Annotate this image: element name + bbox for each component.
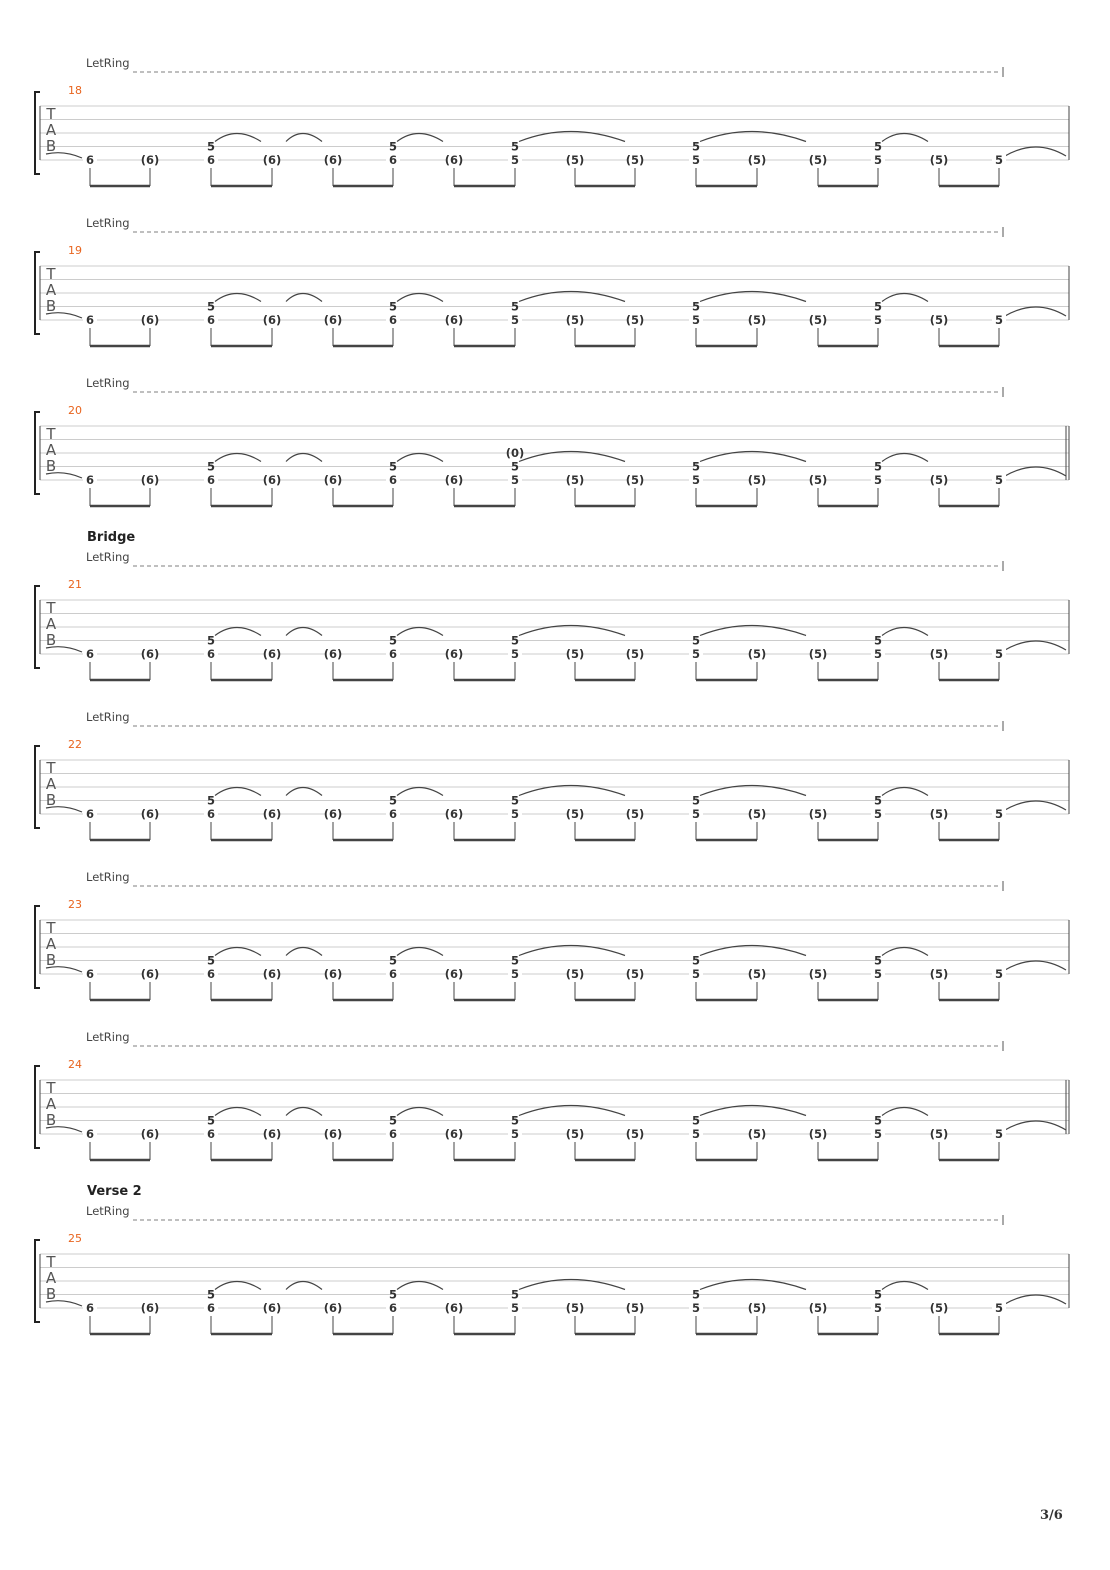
tab-clef-letter: T — [46, 1079, 56, 1097]
fret-number: (6) — [444, 807, 464, 821]
fret-number: (5) — [565, 153, 585, 167]
fret-number: 5 — [691, 1301, 701, 1315]
tie-arc — [215, 628, 261, 636]
fret-number: (6) — [444, 473, 464, 487]
fret-number-upper: 5 — [510, 139, 520, 154]
fret-number-upper: 5 — [873, 1287, 883, 1302]
fret-number: 6 — [85, 473, 95, 487]
tie-arc — [397, 628, 443, 636]
system-bracket — [35, 1240, 40, 1322]
tie-arc — [286, 294, 322, 302]
fret-number-upper: 5 — [873, 633, 883, 648]
fret-number: 5 — [873, 313, 883, 327]
fret-number-upper: 5 — [510, 459, 520, 474]
fret-number-upper: 5 — [873, 299, 883, 314]
fret-number: 5 — [873, 647, 883, 661]
tie-arc — [882, 1108, 928, 1116]
fret-number: 6 — [85, 153, 95, 167]
tie-arc — [286, 948, 322, 956]
let-ring-label: LetRing — [86, 376, 130, 390]
fret-number-upper: 5 — [206, 633, 216, 648]
fret-number: 6 — [388, 807, 398, 821]
measure-number: 22 — [68, 738, 82, 751]
fret-number: (5) — [747, 153, 767, 167]
tab-clef-letter: T — [46, 599, 56, 617]
fret-number: 5 — [691, 473, 701, 487]
fret-number: (5) — [625, 967, 645, 981]
fret-number: (5) — [929, 1127, 949, 1141]
fret-number: 5 — [994, 807, 1004, 821]
fret-number: 5 — [510, 1301, 520, 1315]
fret-number: (6) — [262, 473, 282, 487]
let-ring-label: LetRing — [86, 216, 130, 230]
tie-arc — [882, 948, 928, 956]
tie-arc — [882, 788, 928, 796]
fret-number: (6) — [323, 1301, 343, 1315]
measure-number: 21 — [68, 578, 82, 591]
fret-number-upper: 5 — [691, 139, 701, 154]
fret-number: 6 — [388, 473, 398, 487]
tie-arc — [286, 788, 322, 796]
fret-number-upper: 5 — [691, 299, 701, 314]
fret-number: (6) — [262, 153, 282, 167]
fret-number: (6) — [444, 1301, 464, 1315]
fret-number: (6) — [140, 1301, 160, 1315]
tab-system — [35, 56, 1069, 186]
fret-number: (6) — [444, 313, 464, 327]
tie-arc — [286, 454, 322, 462]
tie-out — [1005, 641, 1066, 650]
tie-out — [1005, 961, 1066, 970]
fret-number: 5 — [873, 967, 883, 981]
fret-number: (5) — [929, 807, 949, 821]
fret-number: 5 — [873, 153, 883, 167]
tab-system — [35, 216, 1069, 346]
fret-number: 5 — [510, 967, 520, 981]
fret-number: 6 — [85, 967, 95, 981]
tie-arc — [397, 454, 443, 462]
tie-in — [46, 967, 82, 972]
fret-number: 5 — [994, 1127, 1004, 1141]
fret-number: (6) — [140, 1127, 160, 1141]
fret-number: 5 — [994, 967, 1004, 981]
fret-number: 5 — [994, 313, 1004, 327]
system-bracket — [35, 906, 40, 988]
tie-out — [1005, 801, 1066, 810]
tie-in — [46, 647, 82, 652]
tie-arc — [215, 788, 261, 796]
fret-number: (5) — [747, 1301, 767, 1315]
fret-number: (5) — [808, 313, 828, 327]
fret-number: 5 — [510, 647, 520, 661]
fret-number-upper: 5 — [388, 633, 398, 648]
fret-number: (6) — [444, 1127, 464, 1141]
fret-number: 5 — [510, 153, 520, 167]
fret-number-upper: 5 — [510, 633, 520, 648]
fret-number-upper: 5 — [691, 1287, 701, 1302]
system-bracket — [35, 746, 40, 828]
fret-number: 6 — [388, 647, 398, 661]
tab-clef-letter: T — [46, 919, 56, 937]
tab-clef-letter: B — [45, 951, 57, 969]
tab-clef-letter: B — [45, 631, 57, 649]
tie-arc — [397, 948, 443, 956]
fret-number-upper: 5 — [691, 1113, 701, 1128]
fret-number: (5) — [565, 807, 585, 821]
fret-number: 5 — [994, 647, 1004, 661]
fret-number: (5) — [929, 473, 949, 487]
tie-arc — [397, 1108, 443, 1116]
fret-number: (6) — [262, 313, 282, 327]
tie-arc — [882, 628, 928, 636]
measure-number: 25 — [68, 1232, 82, 1245]
fret-number: (5) — [747, 967, 767, 981]
fret-number: (5) — [625, 313, 645, 327]
fret-number-upper: 5 — [510, 793, 520, 808]
let-ring-label: LetRing — [86, 56, 130, 70]
fret-number: (6) — [323, 153, 343, 167]
tab-system — [35, 1030, 1069, 1160]
tie-out — [1005, 1121, 1066, 1130]
fret-number: (5) — [565, 967, 585, 981]
fret-number: (6) — [140, 313, 160, 327]
fret-number: (5) — [929, 1301, 949, 1315]
fret-number: (5) — [747, 647, 767, 661]
fret-number: (5) — [808, 1127, 828, 1141]
fret-number: (5) — [808, 473, 828, 487]
fret-number: (6) — [140, 153, 160, 167]
fret-number: 6 — [388, 1127, 398, 1141]
fret-number-upper: 5 — [206, 1287, 216, 1302]
fret-number: 5 — [994, 1301, 1004, 1315]
fret-number: 5 — [691, 313, 701, 327]
fret-number: 6 — [206, 1127, 216, 1141]
fret-number: 5 — [691, 153, 701, 167]
tie-arc — [286, 1282, 322, 1290]
measure-number: 18 — [68, 84, 82, 97]
tie-arc — [215, 1108, 261, 1116]
tab-clef-letter: T — [46, 265, 56, 283]
tab-system — [35, 710, 1069, 840]
fret-number: (6) — [323, 1127, 343, 1141]
fret-number: (5) — [929, 967, 949, 981]
fret-number: (5) — [565, 1301, 585, 1315]
fret-number: (5) — [565, 473, 585, 487]
tie-arc — [882, 454, 928, 462]
fret-number: (5) — [625, 1301, 645, 1315]
fret-number: (5) — [808, 153, 828, 167]
fret-number: (5) — [808, 1301, 828, 1315]
tie-in — [46, 1301, 82, 1306]
fret-number: 5 — [510, 313, 520, 327]
let-ring-label: LetRing — [86, 1030, 130, 1044]
fret-number: (5) — [747, 313, 767, 327]
fret-number: (5) — [747, 473, 767, 487]
fret-number-upper: 5 — [691, 459, 701, 474]
fret-number: 5 — [873, 1301, 883, 1315]
fret-number: 5 — [994, 473, 1004, 487]
fret-number: 5 — [510, 1127, 520, 1141]
fret-number: 5 — [691, 807, 701, 821]
tie-arc — [397, 1282, 443, 1290]
fret-number: (6) — [262, 647, 282, 661]
fret-number: 5 — [510, 473, 520, 487]
fret-number: (5) — [929, 313, 949, 327]
tab-clef-letter: A — [45, 615, 57, 633]
fret-number: (6) — [140, 807, 160, 821]
fret-number: 5 — [510, 807, 520, 821]
tab-clef-letter: A — [45, 281, 57, 299]
tie-in — [46, 313, 82, 318]
fret-number: (6) — [323, 473, 343, 487]
tie-in — [46, 1127, 82, 1132]
fret-number-upper: 5 — [873, 1113, 883, 1128]
tie-out — [1005, 1295, 1066, 1304]
fret-number: (5) — [625, 153, 645, 167]
tie-in — [46, 153, 82, 158]
fret-number: (5) — [747, 807, 767, 821]
system-bracket — [35, 586, 40, 668]
fret-number: (5) — [808, 647, 828, 661]
fret-number-upper: 5 — [206, 953, 216, 968]
tab-clef-letter: T — [46, 105, 56, 123]
fret-number-upper: 5 — [691, 793, 701, 808]
fret-number: (6) — [262, 967, 282, 981]
tab-clef-letter: A — [45, 441, 57, 459]
fret-number-upper: 5 — [510, 299, 520, 314]
fret-number: (6) — [140, 647, 160, 661]
page-number: 3/6 — [1040, 1508, 1063, 1523]
fret-number: (6) — [444, 967, 464, 981]
tab-clef-letter: B — [45, 791, 57, 809]
fret-number: (6) — [323, 313, 343, 327]
fret-number: 6 — [206, 153, 216, 167]
tie-out — [1005, 307, 1066, 316]
system-bracket — [35, 412, 40, 494]
fret-number-upper: 5 — [388, 1287, 398, 1302]
fret-number-upper: 5 — [510, 1287, 520, 1302]
tab-clef-letter: T — [46, 759, 56, 777]
fret-number: 5 — [691, 967, 701, 981]
fret-number: 5 — [873, 1127, 883, 1141]
tab-clef-letter: B — [45, 137, 57, 155]
tab-clef-letter: B — [45, 297, 57, 315]
fret-number: (5) — [565, 1127, 585, 1141]
let-ring-label: LetRing — [86, 870, 130, 884]
fret-number: (5) — [625, 647, 645, 661]
tie-arc — [215, 454, 261, 462]
fret-number: (6) — [323, 807, 343, 821]
fret-number: 6 — [206, 313, 216, 327]
fret-number-upper: 5 — [691, 633, 701, 648]
tab-clef-letter: A — [45, 121, 57, 139]
fret-number: 6 — [206, 647, 216, 661]
fret-number: (6) — [262, 807, 282, 821]
fret-number: 6 — [85, 1301, 95, 1315]
let-ring-label: LetRing — [86, 1204, 130, 1218]
fret-number: 6 — [206, 807, 216, 821]
fret-number: (5) — [929, 153, 949, 167]
tab-clef-letter: A — [45, 775, 57, 793]
fret-number: (6) — [140, 967, 160, 981]
tab-system — [35, 376, 1069, 506]
tie-out — [1005, 147, 1066, 156]
fret-number: (5) — [565, 647, 585, 661]
fret-number: 6 — [388, 967, 398, 981]
tie-arc — [215, 134, 261, 142]
fret-number: 5 — [691, 647, 701, 661]
tab-clef-letter: T — [46, 1253, 56, 1271]
tab-clef-letter: B — [45, 1285, 57, 1303]
fret-number-upper: 5 — [388, 953, 398, 968]
let-ring-label: LetRing — [86, 710, 130, 724]
tie-arc — [397, 294, 443, 302]
fret-number-upper: 5 — [206, 299, 216, 314]
system-bracket — [35, 1066, 40, 1148]
tab-clef-letter: B — [45, 1111, 57, 1129]
fret-number: (5) — [808, 967, 828, 981]
fret-number: (6) — [262, 1301, 282, 1315]
measure-number: 20 — [68, 404, 82, 417]
fret-number: (5) — [565, 313, 585, 327]
measure-number: 24 — [68, 1058, 82, 1071]
fret-number-upper: 5 — [510, 953, 520, 968]
tab-system — [35, 1184, 1069, 1334]
fret-number: 6 — [206, 1301, 216, 1315]
tie-arc — [215, 294, 261, 302]
tab-clef-letter: A — [45, 1095, 57, 1113]
fret-number-upper: 5 — [388, 299, 398, 314]
fret-number: 6 — [388, 1301, 398, 1315]
tie-out — [1005, 467, 1066, 476]
fret-number: (6) — [262, 1127, 282, 1141]
tie-arc — [397, 134, 443, 142]
tie-arc — [215, 948, 261, 956]
tie-in — [46, 807, 82, 812]
tie-arc — [882, 134, 928, 142]
fret-number-upper: 5 — [388, 139, 398, 154]
fret-number: 6 — [85, 313, 95, 327]
fret-number-upper: 5 — [873, 953, 883, 968]
fret-number-upper: 5 — [388, 459, 398, 474]
tie-arc — [397, 788, 443, 796]
tab-clef-letter: A — [45, 1269, 57, 1287]
measure-number: 19 — [68, 244, 82, 257]
fret-number: 5 — [873, 473, 883, 487]
system-bracket — [35, 252, 40, 334]
fret-number: 6 — [206, 473, 216, 487]
tab-system — [35, 530, 1069, 680]
fret-number-upper: 5 — [691, 953, 701, 968]
fret-number: (5) — [625, 1127, 645, 1141]
fret-number: (6) — [140, 473, 160, 487]
fret-number: (6) — [323, 967, 343, 981]
fret-number-upper: 5 — [388, 1113, 398, 1128]
tab-system — [35, 870, 1069, 1000]
let-ring-label: LetRing — [86, 550, 130, 564]
fret-number-upper: 5 — [206, 1113, 216, 1128]
fret-number: 5 — [994, 153, 1004, 167]
fret-number: 6 — [85, 647, 95, 661]
fret-number-ghost: (0) — [505, 446, 525, 460]
fret-number: 6 — [85, 807, 95, 821]
fret-number-upper: 5 — [510, 1113, 520, 1128]
fret-number: (6) — [444, 647, 464, 661]
measure-number: 23 — [68, 898, 82, 911]
section-label: Bridge — [87, 530, 136, 545]
tie-arc — [286, 1108, 322, 1116]
tab-clef-letter: A — [45, 935, 57, 953]
fret-number: (5) — [747, 1127, 767, 1141]
fret-number: (5) — [808, 807, 828, 821]
fret-number-upper: 5 — [206, 459, 216, 474]
tie-in — [46, 473, 82, 478]
fret-number: (5) — [625, 473, 645, 487]
tie-arc — [286, 628, 322, 636]
tie-arc — [882, 294, 928, 302]
fret-number: (6) — [323, 647, 343, 661]
fret-number: (6) — [444, 153, 464, 167]
fret-number: (5) — [929, 647, 949, 661]
tie-arc — [286, 134, 322, 142]
fret-number: 6 — [206, 967, 216, 981]
fret-number: 6 — [85, 1127, 95, 1141]
tab-clef-letter: B — [45, 457, 57, 475]
system-bracket — [35, 92, 40, 174]
fret-number-upper: 5 — [388, 793, 398, 808]
fret-number: (5) — [625, 807, 645, 821]
fret-number-upper: 5 — [206, 139, 216, 154]
fret-number-upper: 5 — [206, 793, 216, 808]
fret-number-upper: 5 — [873, 459, 883, 474]
tie-arc — [882, 1282, 928, 1290]
section-label: Verse 2 — [87, 1184, 142, 1199]
tie-arc — [215, 1282, 261, 1290]
tab-clef-letter: T — [46, 425, 56, 443]
fret-number-upper: 5 — [873, 793, 883, 808]
fret-number: 5 — [873, 807, 883, 821]
fret-number: 6 — [388, 153, 398, 167]
fret-number: 5 — [691, 1127, 701, 1141]
fret-number-upper: 5 — [873, 139, 883, 154]
fret-number: 6 — [388, 313, 398, 327]
